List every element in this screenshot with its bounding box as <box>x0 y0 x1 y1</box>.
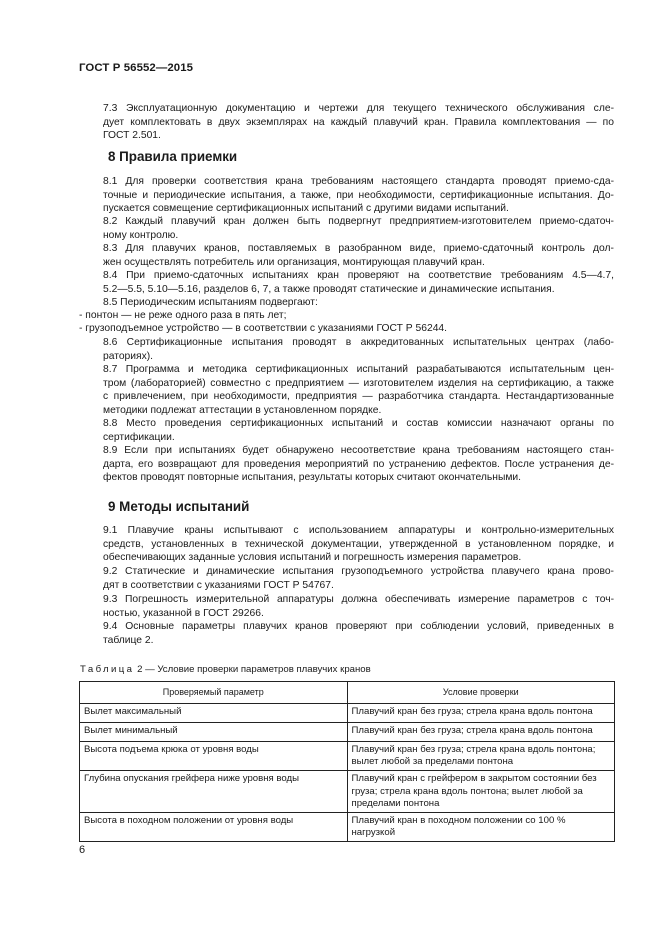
paragraph-8-3 <box>79 242 614 269</box>
text-line: 8.3 Для плавучих кранов, поставляемых в разобранном виде, приемо-сдаточный контроль дол- <box>103 243 614 254</box>
text-line: методики подлежат аттестации в установленном порядке. <box>103 404 382 416</box>
text-line: 7.3 Эксплуатационную документацию и чертежи для текущего технического обслуживания сле- <box>103 103 614 114</box>
text-line: пускается совмещение сертификационных испытаний с другими видами испытаний. <box>103 203 509 215</box>
document-header: ГОСТ Р 56552—2015 <box>79 62 194 74</box>
text-line: - понтон — не реже одного раза в пять лет; <box>79 310 287 321</box>
paragraph-8-2 <box>79 215 614 242</box>
parameter-cell: Вылет максимальный <box>80 704 348 723</box>
table-header-row <box>80 682 615 704</box>
text-line: дят в соответствии с указаниями ГОСТ Р 54767. <box>103 579 334 591</box>
table-caption-text: 2 — Условие проверки параметров плавучих кранов <box>134 664 371 675</box>
parameter-cell: Глубина опускания грейфера ниже уровня воды <box>80 771 348 813</box>
section-8-title: 8 Правила приемки <box>108 149 238 164</box>
table-row <box>80 742 615 771</box>
parameters-table <box>79 681 615 842</box>
paragraph-7-3 <box>79 102 614 143</box>
paragraph-8-7 <box>79 363 614 417</box>
text-line: сертификации. <box>103 431 175 443</box>
text-line: обеспечивающих заданные условия испытаний и погрешность измерения параметров. <box>103 552 522 564</box>
paragraph-9-3 <box>79 593 614 620</box>
text-line: фектов проводят повторные испытания, результаты которых считают окончательными. <box>103 472 522 484</box>
text-line: 8.5 Периодическим испытаниям подвергают: <box>103 297 318 308</box>
text-line: 8.7 Программа и методика сертификационных испытаний разрабатываются испытательным цен- <box>103 364 614 375</box>
list-item <box>79 322 614 336</box>
condition-cell: Плавучий кран без груза; стрела крана вдоль понтона <box>347 723 615 742</box>
table-row <box>80 723 615 742</box>
text-line: 8.1 Для проверки соответствия крана требованиям настоящего стандарта проводят приемо-сда- <box>103 176 614 187</box>
text-line: ностью, указанной в ГОСТ 29266. <box>103 607 264 619</box>
text-line: 8.6 Сертификационные испытания проводят в аккредитованных испытательных центрах (лабо- <box>103 337 614 348</box>
table-caption-label: Таблица <box>80 664 135 675</box>
text-line: 9.3 Погрешность измерительной аппаратуры должна обеспечивать измерение параметров с точ- <box>103 594 614 605</box>
section-9-title: 9 Методы испытаний <box>108 499 250 514</box>
list-item <box>79 309 614 323</box>
text-line: 8.4 При приемо-сдаточных испытаниях кран проверяют на соответствие требованиям 4.5—4.7, <box>103 270 614 281</box>
paragraph-8-6 <box>79 336 614 363</box>
paragraph-9-2 <box>79 565 614 592</box>
text-line: 8.8 Место проведения сертификационных испытаний и состав комиссии назначают органы по <box>103 418 614 429</box>
paragraph-9-1 <box>79 524 614 565</box>
paragraph-8-8 <box>79 417 614 444</box>
table-caption <box>80 664 371 675</box>
text-line: 8.9 Если при испытаниях будет обнаружено несоответствие крана требованиям настоящего стан- <box>103 445 614 456</box>
text-line: тром (лабораторией) совместно с предприятием — изготовителем изделия на сертификацию, а также <box>103 377 614 389</box>
text-line: 9.2 Статические и динамические испытания грузоподъемного устройства плавучего крана прово- <box>103 566 614 577</box>
text-line: с привлечением, при необходимости, предприятия — разработчика стандарта. Нестандартизованные <box>103 391 614 403</box>
paragraph-8-4 <box>79 269 614 296</box>
paragraph-9-4 <box>79 620 614 647</box>
text-line: 5.2—5.5, 5.10—5.16, разделов 6, 7, а также проводят статические и динамические испытания. <box>103 283 555 295</box>
text-line: точные и периодические испытания, а также, при необходимости, сертификационные испытания. До- <box>103 189 614 201</box>
condition-cell: Плавучий кран с грейфером в закрытом состоянии без груза; стрела крана вдоль понтона; вылет любой за пределами понтона <box>347 771 615 813</box>
text-line: жен осуществлять потребитель или организация, монтирующая плавучий кран. <box>103 256 485 268</box>
text-line: 8.2 Каждый плавучий кран должен быть подвергнут предприятием-изготовителем приемо-сдаточ- <box>103 216 614 227</box>
parameter-cell: Вылет минимальный <box>80 723 348 742</box>
text-line: дарта, его возвращают для проведения мероприятий по устранению дефектов. После устранения де- <box>103 458 614 470</box>
text-line: дует комплектовать в двух экземплярах на каждый плавучий кран. Правила комплектования — по <box>103 116 614 128</box>
page-number: 6 <box>79 844 86 856</box>
text-line: раториях). <box>103 350 154 362</box>
paragraph-8-9 <box>79 444 614 485</box>
table-row <box>80 813 615 842</box>
condition-cell: Плавучий кран в походном положении со 100 % нагрузкой <box>347 813 615 842</box>
column-header-condition: Условие проверки <box>347 682 615 704</box>
text-line: ГОСТ 2.501. <box>103 130 161 142</box>
paragraph-8-5 <box>79 296 614 310</box>
paragraph-8-1 <box>79 175 614 216</box>
text-line: таблице 2. <box>103 634 154 646</box>
text-line: средств, установленных в технической документации, утвержденной в установленном порядке, и <box>103 538 614 550</box>
condition-cell: Плавучий кран без груза; стрела крана вдоль понтона <box>347 704 615 723</box>
parameter-cell: Высота в походном положении от уровня воды <box>80 813 348 842</box>
text-line: - грузоподъемное устройство — в соответствии с указаниями ГОСТ Р 56244. <box>79 323 448 334</box>
parameter-cell: Высота подъема крюка от уровня воды <box>80 742 348 771</box>
condition-cell: Плавучий кран без груза; стрела крана вдоль понтона; вылет любой за пределами понтона <box>347 742 615 771</box>
text-line: 9.4 Основные параметры плавучих кранов проверяют при соблюдении условий, приведенных в <box>103 621 614 632</box>
text-line: ному контролю. <box>103 229 179 241</box>
text-line: 9.1 Плавучие краны испытывают с использованием аппаратуры и контрольно-измерительных <box>103 525 614 536</box>
table-row <box>80 704 615 723</box>
column-header-parameter: Проверяемый параметр <box>80 682 348 704</box>
table-row <box>80 771 615 813</box>
